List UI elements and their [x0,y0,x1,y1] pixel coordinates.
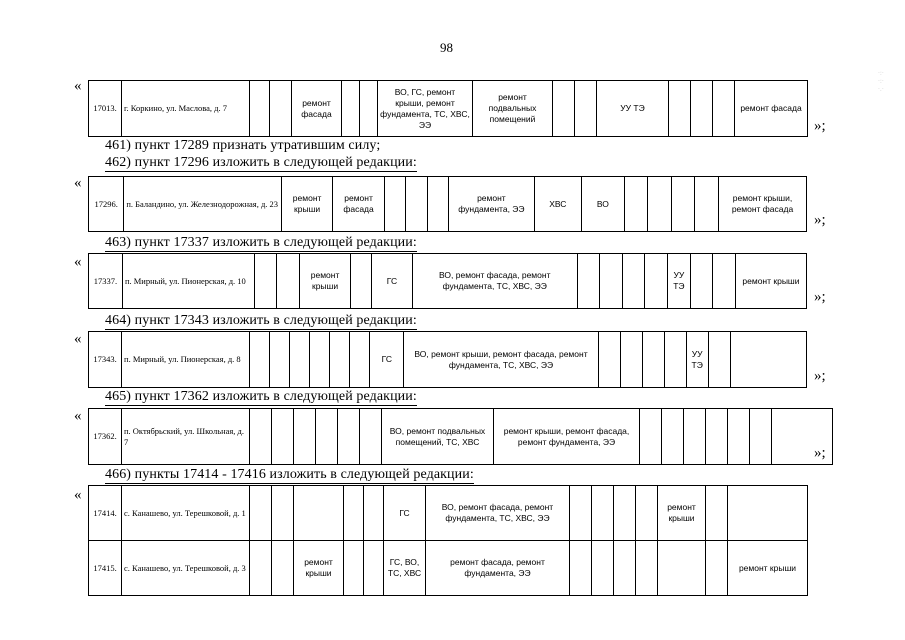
empty-cell [290,332,310,388]
empty-cell [614,486,636,541]
empty-cell [351,254,372,309]
table-row-17343 [88,331,807,388]
heading-465: 465) пункт 17362 изложить в следующей редакции: [105,389,417,404]
empty-cell [730,332,806,388]
quote-open: « [74,408,82,424]
heading-463: 463) пункт 17337 изложить в следующей редакции: [105,235,417,250]
item-number: 17296. [89,177,124,232]
empty-cell [350,332,370,388]
quote-open: « [74,487,82,503]
address-cell: п. Мирный, ул. Пионерская, д. 10 [122,254,254,309]
heading-462: 462) пункт 17296 изложить в следующей редакции: [105,155,417,170]
empty-cell [669,81,691,137]
scan-artifact: ·:· ·:· ·.· [878,70,884,93]
quote-close: »; [814,212,826,228]
empty-cell [728,409,750,465]
empty-cell [695,177,719,232]
quote-close: »; [814,118,826,134]
heading-464: 464) пункт 17343 изложить в следующей редакции: [105,313,417,328]
empty-cell [250,409,272,465]
empty-cell [270,332,290,388]
empty-cell [250,541,272,596]
work-cell: ГС [384,486,426,541]
empty-cell [254,254,277,309]
empty-cell [658,541,706,596]
work-cell: ГС, ВО, ТС, ХВС [384,541,426,596]
item-number: 17415. [89,541,122,596]
empty-cell [338,409,360,465]
table-rows-17414-17415 [88,485,808,596]
empty-cell [360,81,378,137]
address-cell: п. Баландино, ул. Железнодорожная, д. 23 [124,177,282,232]
work-cell: ремонт подвальных помещений [473,81,553,137]
empty-cell [645,254,668,309]
work-cell: ремонт фундамента, ЭЭ [449,177,535,232]
table-row-17013 [88,80,808,137]
empty-cell [620,332,642,388]
item-number: 17414. [89,486,122,541]
empty-cell [592,486,614,541]
empty-cell [294,486,344,541]
work-cell: ремонт фасада [292,81,342,137]
empty-cell [706,486,728,541]
empty-cell [406,177,427,232]
empty-cell [706,541,728,596]
quote-close: »; [814,289,826,305]
empty-cell [600,254,623,309]
empty-cell [684,409,706,465]
empty-cell [690,254,713,309]
empty-cell [691,81,713,137]
empty-cell [310,332,330,388]
empty-cell [708,332,730,388]
empty-cell [250,486,272,541]
empty-cell [642,332,664,388]
item-number: 17337. [89,254,123,309]
quote-close: »; [814,368,826,384]
work-cell: ГС [371,254,412,309]
empty-cell [330,332,350,388]
empty-cell [636,486,658,541]
empty-cell [277,254,300,309]
work-cell: ВО [581,177,624,232]
work-cell: ремонт крыши, ремонт фасада, ремонт фундамента, ЭЭ [494,409,640,465]
work-cell: ВО, ремонт фасада, ремонт фундамента, ТС, ХВС, ЭЭ [412,254,577,309]
empty-cell [344,486,364,541]
item-number: 17013. [89,81,122,137]
empty-cell [342,81,360,137]
empty-cell [427,177,448,232]
empty-cell [713,81,735,137]
work-cell: ремонт крыши [728,541,808,596]
empty-cell [364,541,384,596]
item-number: 17362. [89,409,122,465]
address-cell: п. Мирный, ул. Пионерская, д. 8 [122,332,250,388]
empty-cell [577,254,600,309]
work-cell: ХВС [534,177,581,232]
empty-cell [570,486,592,541]
empty-cell [272,541,294,596]
work-cell: ремонт крыши [658,486,706,541]
empty-cell [706,409,728,465]
empty-cell [728,486,808,541]
empty-cell [316,409,338,465]
empty-cell [662,409,684,465]
work-cell: УУ ТЭ [668,254,691,309]
empty-cell [364,486,384,541]
address-cell: с. Канашево, ул. Терешковой, д. 1 [122,486,250,541]
heading-461: 461) пункт 17289 признать утратившим силу; [105,138,381,153]
item-number: 17343. [89,332,122,388]
work-cell: ремонт крыши [281,177,332,232]
work-cell: ВО, ремонт подвальных помещений, ТС, ХВС [382,409,494,465]
empty-cell [598,332,620,388]
work-cell: ГС [370,332,404,388]
work-cell: ремонт крыши [735,254,806,309]
quote-close: »; [814,445,826,461]
table-row-17296 [88,176,807,232]
empty-cell [592,541,614,596]
work-cell: ремонт крыши, ремонт фасада [719,177,807,232]
work-cell: ремонт фасада, ремонт фундамента, ЭЭ [426,541,570,596]
empty-cell [294,409,316,465]
empty-cell [272,409,294,465]
page-number: 98 [440,40,453,55]
work-cell: ВО, ремонт фасада, ремонт фундамента, ТС, ХВС, ЭЭ [426,486,570,541]
empty-cell [270,81,292,137]
empty-cell [648,177,672,232]
empty-cell [575,81,597,137]
work-cell: УУ ТЭ [686,332,708,388]
empty-cell [636,541,658,596]
empty-cell [553,81,575,137]
table-row-17362 [88,408,833,465]
empty-cell [614,541,636,596]
empty-cell [570,541,592,596]
address-cell: п. Октябрьский, ул. Школьная, д. 7 [122,409,250,465]
empty-cell [344,541,364,596]
empty-cell [750,409,772,465]
work-cell: ремонт фасада [333,177,384,232]
address-cell: г. Коркино, ул. Маслова, д. 7 [122,81,250,137]
empty-cell [622,254,645,309]
empty-cell [272,486,294,541]
work-cell: ремонт фасада [735,81,808,137]
empty-cell [664,332,686,388]
empty-cell [640,409,662,465]
table-row-17337 [88,253,807,309]
work-cell: ВО, ГС, ремонт крыши, ремонт фундамента, ТС, ХВС, ЭЭ [378,81,473,137]
quote-open: « [74,78,82,94]
work-cell: ВО, ремонт крыши, ремонт фасада, ремонт фундамента, ТС, ХВС, ЭЭ [404,332,598,388]
work-cell: ремонт крыши [299,254,350,309]
work-cell: УУ ТЭ [597,81,669,137]
empty-cell [360,409,382,465]
heading-466: 466) пункты 17414 - 17416 изложить в следующей редакции: [105,467,474,482]
empty-cell [250,332,270,388]
empty-cell [713,254,736,309]
address-cell: с. Канашево, ул. Терешковой, д. 3 [122,541,250,596]
empty-cell [384,177,405,232]
work-cell: ремонт крыши [294,541,344,596]
empty-cell [250,81,270,137]
quote-open: « [74,175,82,191]
empty-cell [624,177,648,232]
empty-cell [671,177,695,232]
quote-open: « [74,331,82,347]
quote-open: « [74,254,82,270]
